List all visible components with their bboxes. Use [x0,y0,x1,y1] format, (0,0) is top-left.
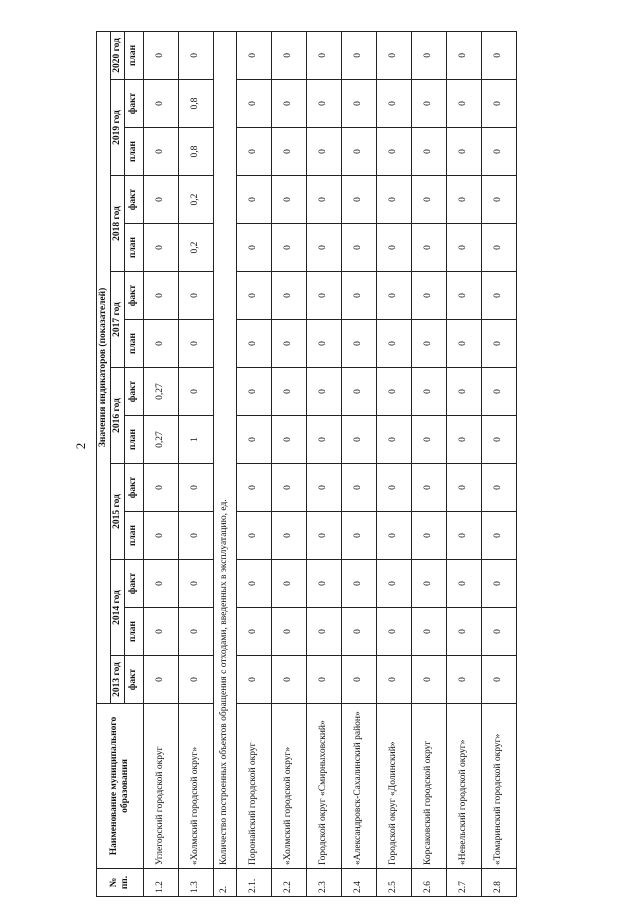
indicator-value: 0 [481,512,516,560]
row-number: 2. [213,869,236,897]
header-subcolumn: план [124,512,143,560]
indicator-value: 0 [271,31,306,79]
indicator-value: 0 [446,176,481,224]
indicator-value: 0 [481,368,516,416]
indicator-value: 0 [376,464,411,512]
row-number: 2.1. [236,869,271,897]
municipality-name: «Невельский городской округ» [446,704,481,869]
indicator-value: 1 [178,416,213,464]
row-number: 1.3 [178,869,213,897]
row-number: 2.7 [446,869,481,897]
header-row-1 [97,31,111,896]
indicator-value: 0 [446,224,481,272]
indicator-value: 0 [271,128,306,176]
indicator-value: 0 [341,320,376,368]
indicator-value: 0 [236,368,271,416]
indicator-value: 0 [376,80,411,128]
indicator-value: 0 [236,31,271,79]
indicator-value: 0 [306,560,341,608]
indicator-value: 0 [446,608,481,656]
indicator-value: 0 [341,560,376,608]
indicator-value: 0 [481,656,516,704]
indicator-value: 0 [143,176,178,224]
indicator-value: 0 [341,128,376,176]
indicator-value: 0 [411,512,446,560]
indicator-value: 0 [306,464,341,512]
table-row [143,31,178,896]
indicator-value: 0 [446,512,481,560]
indicator-value: 0,8 [178,128,213,176]
municipality-name: Углегорский городской округ [143,704,178,869]
indicator-value: 0 [143,512,178,560]
indicator-value: 0 [481,320,516,368]
indicator-value: 0 [306,320,341,368]
indicator-value: 0 [376,368,411,416]
indicator-value: 0 [178,512,213,560]
indicator-value: 0 [446,31,481,79]
indicator-value: 0 [236,272,271,320]
header-indicators: Значения индикаторов (показателей) [97,31,111,703]
indicator-value: 0 [271,80,306,128]
indicator-value: 0 [271,416,306,464]
row-number: 2.5 [376,869,411,897]
indicator-value: 0 [411,608,446,656]
header-subcolumn: факт [124,656,143,704]
indicator-value: 0 [376,416,411,464]
indicator-value: 0 [143,80,178,128]
header-subcolumn: план [124,31,143,79]
header-year: 2016 год [110,368,124,464]
municipality-name: «Томаринский городской округ» [481,704,516,869]
indicator-value: 0 [411,128,446,176]
indicator-value: 0 [341,416,376,464]
indicator-value: 0 [446,560,481,608]
indicator-value: 0 [341,608,376,656]
indicator-value: 0 [143,608,178,656]
row-number: 2.3 [306,869,341,897]
rotated-table-container [96,32,606,897]
indicator-value: 0 [236,224,271,272]
row-number: 2.8 [481,869,516,897]
indicator-value: 0,27 [143,368,178,416]
indicator-value: 0 [341,656,376,704]
indicator-value: 0 [178,31,213,79]
indicator-value: 0 [236,656,271,704]
indicator-value: 0 [481,416,516,464]
header-name: Наименование муниципального образования [97,704,144,869]
indicator-value: 0 [376,272,411,320]
indicator-value: 0 [376,224,411,272]
table-header [97,31,144,896]
row-number: 2.4 [341,869,376,897]
indicator-value: 0 [341,80,376,128]
indicator-value: 0 [341,176,376,224]
indicator-value: 0 [411,656,446,704]
indicator-value: 0 [306,416,341,464]
header-subcolumn: факт [124,176,143,224]
indicator-value: 0 [341,224,376,272]
header-year: 2017 год [110,272,124,368]
indicator-value: 0 [376,128,411,176]
municipality-name: Поронайский городской округ [236,704,271,869]
indicator-value: 0 [481,128,516,176]
indicator-value: 0 [411,31,446,79]
indicator-value: 0 [446,416,481,464]
header-subcolumn: план [124,608,143,656]
indicator-value: 0 [236,512,271,560]
municipality-name: «Александровск-Сахалинский район» [341,704,376,869]
indicator-value: 0 [271,608,306,656]
indicator-value: 0 [481,272,516,320]
indicator-value: 0 [236,560,271,608]
header-year: 2014 год [110,560,124,656]
indicator-value: 0 [411,176,446,224]
indicator-value: 0 [446,80,481,128]
row-number: 2.2 [271,869,306,897]
indicator-value: 0 [411,464,446,512]
header-subcolumn: план [124,320,143,368]
indicator-value: 0 [306,608,341,656]
indicator-value: 0 [271,512,306,560]
table-row [411,31,446,896]
indicator-value: 0 [143,656,178,704]
indicator-value: 0 [236,128,271,176]
row-number: 1.2 [143,869,178,897]
header-subcolumn: факт [124,80,143,128]
indicator-value: 0 [481,80,516,128]
indicator-value: 0 [306,272,341,320]
indicator-value: 0 [376,31,411,79]
indicator-value: 0 [376,656,411,704]
table-frame [96,32,606,897]
indicator-value: 0 [271,176,306,224]
indicator-value: 0 [271,560,306,608]
indicator-value: 0 [306,80,341,128]
indicator-value: 0 [306,368,341,416]
header-subcolumn: факт [124,272,143,320]
indicator-value: 0 [143,272,178,320]
indicator-value: 0 [143,320,178,368]
indicator-value: 0 [446,368,481,416]
indicator-value: 0 [178,608,213,656]
section-title: Количество построенных объектов обращения с отходами, введенных в эксплуатацию, ед. [213,31,236,868]
indicator-value: 0,2 [178,176,213,224]
indicator-value: 0 [178,464,213,512]
indicator-value: 0 [143,31,178,79]
table-row [481,31,516,896]
table-body [143,31,516,896]
indicator-value: 0 [271,656,306,704]
header-year: 2018 год [110,176,124,272]
indicator-value: 0 [178,272,213,320]
header-year: 2015 год [110,464,124,560]
indicator-value: 0 [306,176,341,224]
header-year: 2019 год [110,80,124,176]
indicator-value: 0 [271,464,306,512]
indicator-value: 0 [236,416,271,464]
indicator-value: 0 [481,224,516,272]
indicator-value: 0 [271,320,306,368]
municipality-name: «Холмский городской округ» [178,704,213,869]
indicator-value: 0 [178,320,213,368]
indicator-value: 0,8 [178,80,213,128]
header-year: 2013 год [110,656,124,704]
municipality-name: Корсаковский городской округ [411,704,446,869]
indicator-value: 0 [446,656,481,704]
page-number: 2 [73,442,88,450]
indicator-value: 0 [481,31,516,79]
indicator-value: 0 [411,224,446,272]
indicator-value: 0 [306,128,341,176]
indicator-value: 0 [446,128,481,176]
indicator-value: 0 [341,512,376,560]
indicator-value: 0 [236,176,271,224]
header-subcolumn: факт [124,464,143,512]
header-number: № пп. [97,869,144,897]
indicator-value: 0 [411,560,446,608]
municipality-name: Городской округ «Долинский» [376,704,411,869]
indicators-table [96,31,517,897]
table-row [376,31,411,896]
indicator-value: 0 [411,320,446,368]
table-row [446,31,481,896]
indicator-value: 0 [481,608,516,656]
table-row [178,31,213,896]
table-row [341,31,376,896]
indicator-value: 0 [271,272,306,320]
indicator-value: 0 [236,608,271,656]
indicator-value: 0 [446,272,481,320]
header-year: 2020 год [110,31,124,79]
indicator-value: 0 [446,320,481,368]
indicator-value: 0 [376,608,411,656]
indicator-value: 0 [236,320,271,368]
indicator-value: 0,27 [143,416,178,464]
indicator-value: 0 [271,368,306,416]
indicator-value: 0 [143,224,178,272]
indicator-value: 0 [143,464,178,512]
indicator-value: 0 [236,464,271,512]
indicator-value: 0 [376,512,411,560]
indicator-value: 0 [446,464,481,512]
indicator-value: 0 [306,31,341,79]
indicator-value: 0 [376,176,411,224]
indicator-value: 0 [341,272,376,320]
municipality-name: «Холмский городской округ» [271,704,306,869]
header-subcolumn: факт [124,368,143,416]
header-subcolumn: факт [124,560,143,608]
indicator-value: 0 [271,224,306,272]
indicator-value: 0 [411,80,446,128]
indicator-value: 0 [236,80,271,128]
indicator-value: 0 [306,224,341,272]
indicator-value: 0 [143,128,178,176]
municipality-name: Городской округ «Смирныховский» [306,704,341,869]
table-row [236,31,271,896]
indicator-value: 0 [143,560,178,608]
indicator-value: 0 [341,368,376,416]
indicator-value: 0,2 [178,224,213,272]
header-subcolumn: план [124,416,143,464]
indicator-value: 0 [411,368,446,416]
header-subcolumn: план [124,128,143,176]
indicator-value: 0 [178,656,213,704]
indicator-value: 0 [411,272,446,320]
indicator-value: 0 [306,512,341,560]
indicator-value: 0 [481,560,516,608]
section-row [213,31,236,896]
indicator-value: 0 [481,176,516,224]
indicator-value: 0 [341,31,376,79]
row-number: 2.6 [411,869,446,897]
table-row [306,31,341,896]
header-subcolumn: план [124,224,143,272]
table-row [271,31,306,896]
indicator-value: 0 [178,368,213,416]
indicator-value: 0 [411,416,446,464]
indicator-value: 0 [481,464,516,512]
indicator-value: 0 [376,320,411,368]
indicator-value: 0 [178,560,213,608]
indicator-value: 0 [341,464,376,512]
indicator-value: 0 [306,656,341,704]
indicator-value: 0 [376,560,411,608]
